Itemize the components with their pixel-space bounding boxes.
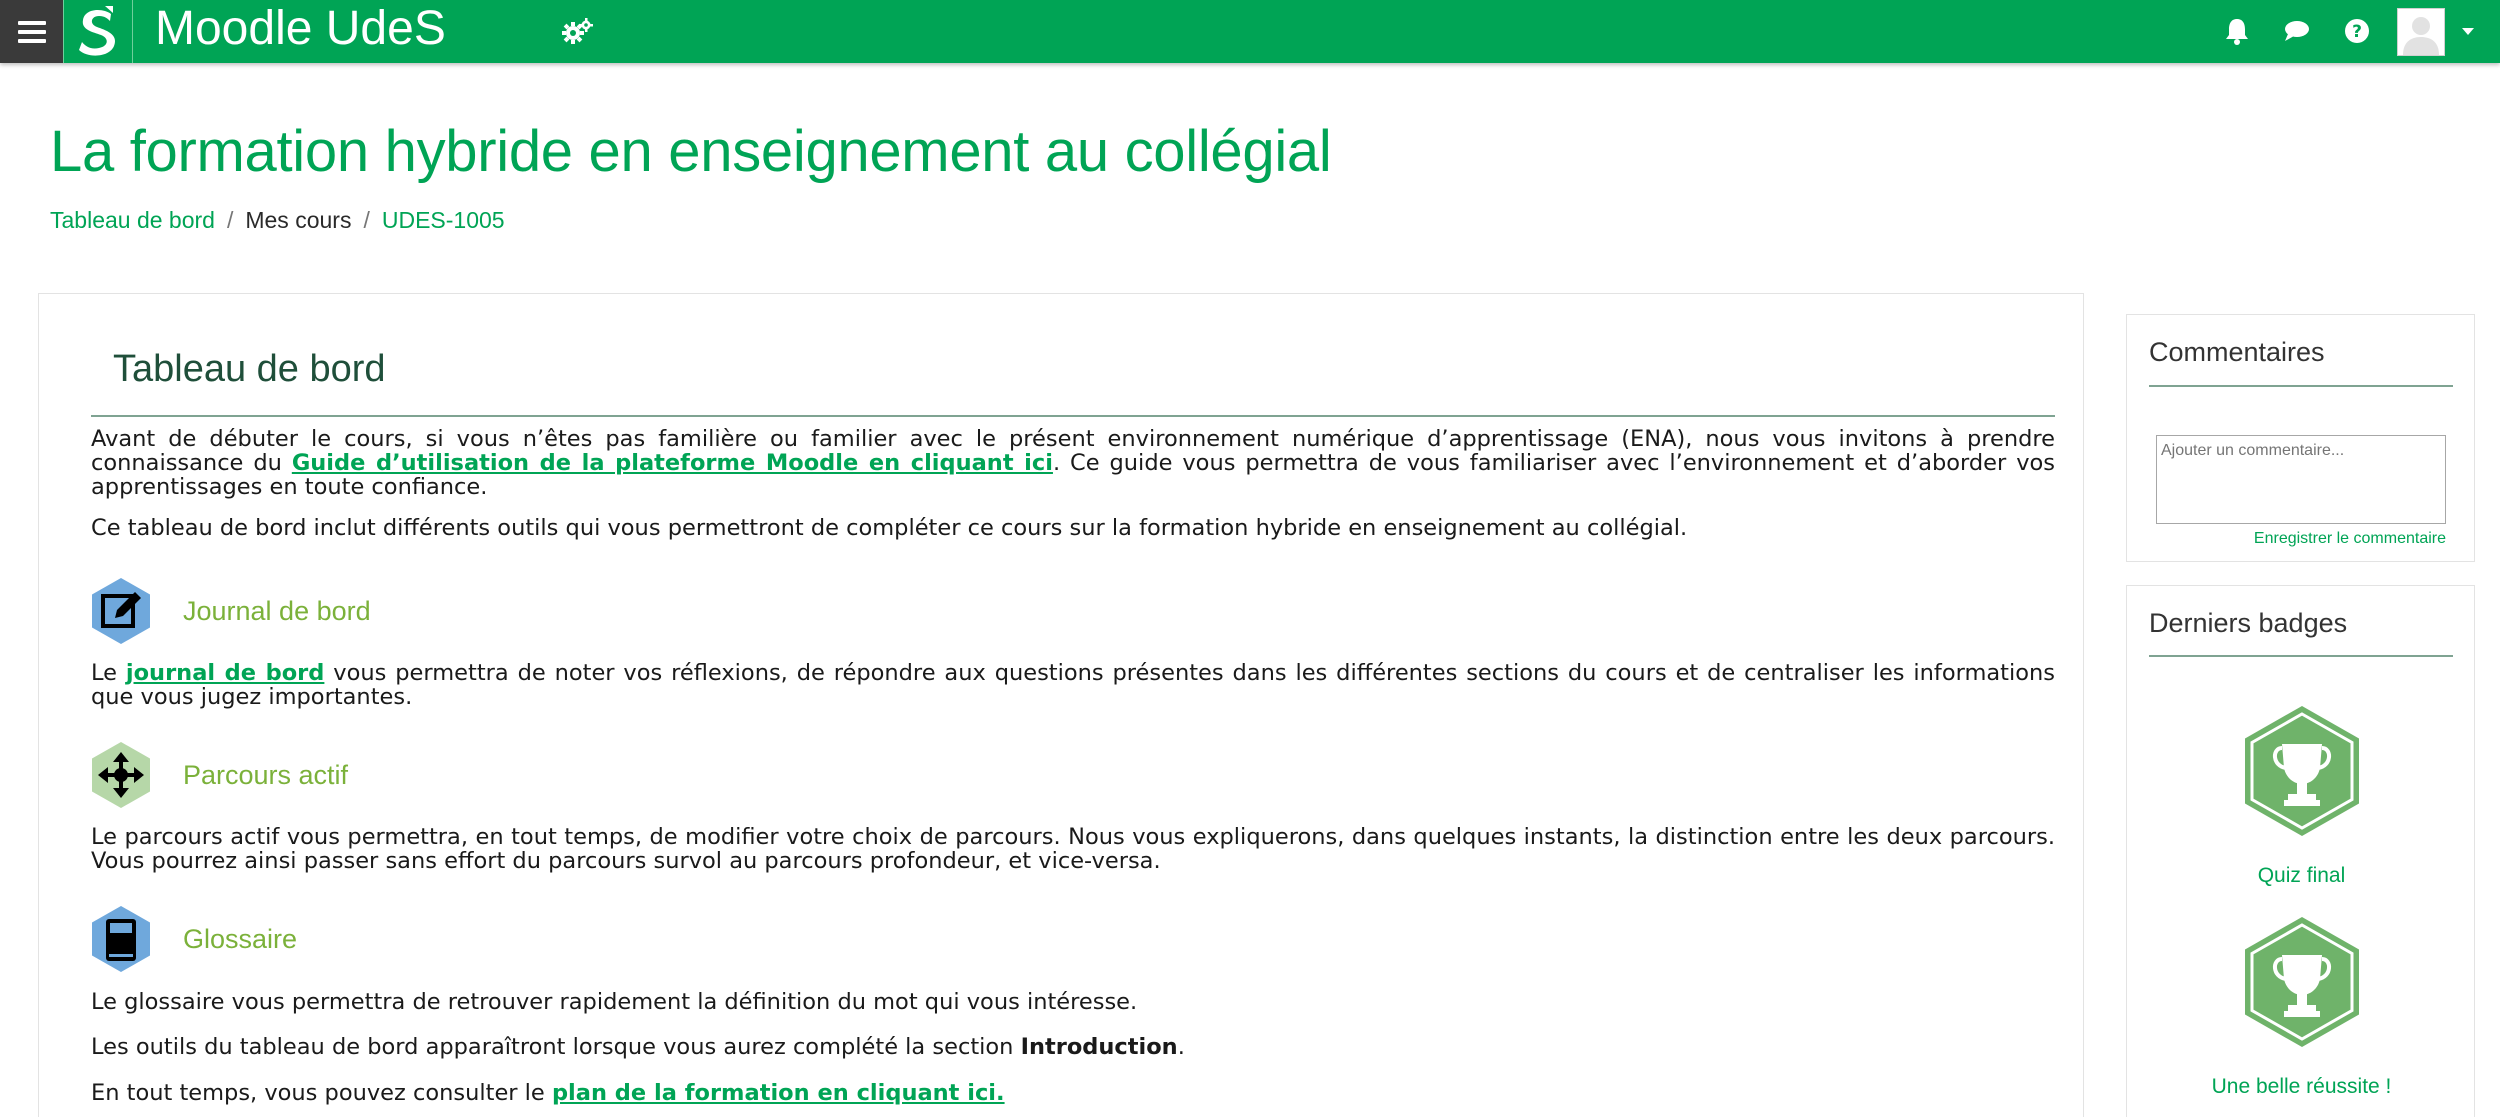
intro-paragraph: Avant de débuter le cours, si vous n’êtes pas familière ou familier avec le présent environnement numérique d’apprentissage (ENA), nous vous invitons à prendre connaissance du Guide d’utilisation de la plateforme Moodle en cliquant ici. Ce guide vous permettra de vous familiariser avec l’environnement et d’aborder vos apprentissages en toute confiance. <box>91 426 2055 500</box>
site-name[interactable]: Moodle UdeS <box>155 2 446 55</box>
chat-icon[interactable] <box>2280 14 2314 48</box>
breadcrumb <box>50 207 505 234</box>
tool-parcours-header <box>89 740 989 810</box>
badge-belle-reussite[interactable] <box>2127 915 2476 1099</box>
badges-block-divider <box>2149 655 2453 657</box>
breadcrumb-my-courses: Mes cours <box>245 207 352 233</box>
trophy-icon <box>2242 915 2362 1049</box>
badges-block <box>2126 585 2475 1117</box>
menu-icon <box>18 21 46 25</box>
badge-quiz-final[interactable] <box>2127 704 2476 888</box>
comments-block <box>2126 314 2475 562</box>
help-icon[interactable] <box>2340 14 2374 48</box>
bell-icon[interactable] <box>2220 14 2254 48</box>
tool-glossaire-title: Glossaire <box>183 923 298 954</box>
gears-icon[interactable] <box>558 14 598 50</box>
tool-journal-title: Journal de bord <box>183 595 371 626</box>
main-content-card <box>38 293 2084 1117</box>
breadcrumb-separator: / <box>226 207 234 233</box>
section-title: Tableau de bord <box>113 348 386 390</box>
comment-input[interactable] <box>2156 435 2446 524</box>
moodle-guide-link[interactable]: Guide d’utilisation de la plateforme Moodle en cliquant ici <box>291 450 1053 476</box>
tool-journal-description: Le journal de bord vous permettra de noter vos réflexions, de répondre aux questions présentes dans les différentes sections du cours et de centraliser les informations que vous jugez importantes. <box>91 660 2055 710</box>
avatar[interactable] <box>2397 8 2445 56</box>
badge-label[interactable]: Quiz final <box>2257 864 2346 887</box>
availability-paragraph: Les outils du tableau de bord apparaîtront lorsque vous aurez complété la section Introduction. <box>91 1034 1185 1060</box>
tool-glossaire-header <box>89 904 989 974</box>
caret-down-icon[interactable] <box>2462 28 2474 35</box>
plan-link[interactable]: plan de la formation en cliquant ici. <box>551 1080 1005 1106</box>
tool-journal-header <box>89 576 989 646</box>
badges-block-title: Derniers badges <box>2149 608 2348 638</box>
tool-parcours-title: Parcours actif <box>183 759 349 790</box>
edit-note-icon <box>89 576 153 646</box>
svg-text:?: ? <box>2352 22 2362 42</box>
section-divider <box>91 415 2055 417</box>
tools-intro-paragraph: Ce tableau de bord inclut différents outils qui vous permettront de compléter ce cours sur la formation hybride en enseignement au collégial. <box>91 515 1688 541</box>
comments-block-title: Commentaires <box>2149 337 2325 367</box>
move-arrows-icon <box>89 740 153 810</box>
page-title: La formation hybride en enseignement au collégial <box>50 119 1332 184</box>
badge-label[interactable]: Une belle réussite ! <box>2211 1075 2392 1098</box>
tool-parcours-description: Le parcours actif vous permettra, en tout temps, de modifier votre choix de parcours. Nous vous expliquerons, dans quelques instants, la distinction entre les deux parcours. Vous pourrez ainsi passer sans effort du parcours survol au parcours profondeur, et vice-versa. <box>91 824 2055 874</box>
book-icon <box>89 904 153 974</box>
journal-link[interactable]: journal de bord <box>125 660 325 686</box>
breadcrumb-separator: / <box>363 207 370 233</box>
breadcrumb-course[interactable]: UDES-1005 <box>381 207 505 233</box>
plan-paragraph: En tout temps, vous pouvez consulter le plan de la formation en cliquant ici. <box>91 1080 1005 1106</box>
udes-logo-icon <box>75 6 121 58</box>
tool-glossaire-description: Le glossaire vous permettra de retrouver rapidement la définition du mot qui vous intéresse. <box>91 989 1138 1015</box>
save-comment-link[interactable]: Enregistrer le commentaire <box>2253 530 2446 547</box>
comments-block-divider <box>2149 385 2453 387</box>
menu-toggle-button[interactable] <box>0 0 63 63</box>
trophy-icon <box>2242 704 2362 838</box>
top-navbar <box>0 0 2500 63</box>
breadcrumb-dashboard[interactable]: Tableau de bord <box>50 207 215 233</box>
udes-logo[interactable] <box>63 0 133 63</box>
